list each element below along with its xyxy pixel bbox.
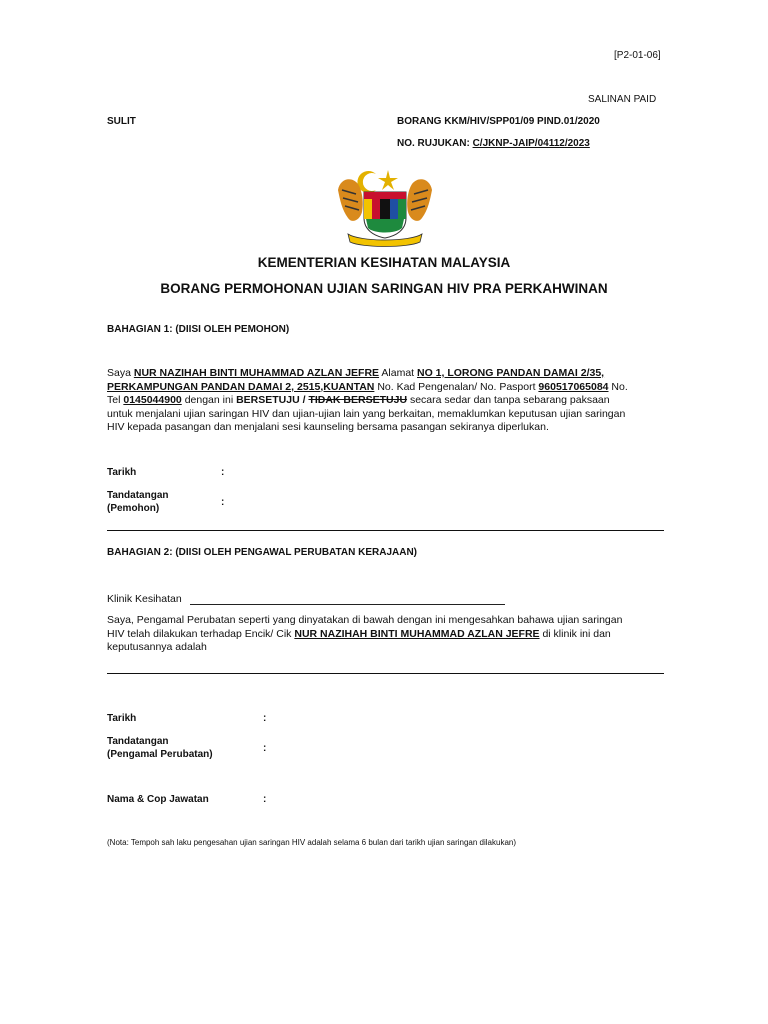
footnote: (Nota: Tempoh sah laku pengesahan ujian saringan HIV adalah selama 6 bulan dari tarikh ujian saringan dilakukan) (107, 838, 516, 847)
section2-heading: BAHAGIAN 2: (DIISI OLEH PENGAWAL PERUBATAN KERAJAAN) (107, 547, 418, 558)
confirm-line2-b: di klinik ini dan (542, 627, 611, 640)
reference-value: C/JKNP-JAIP/04112/2023 (472, 138, 590, 149)
copy-status: SALINAN PAID (588, 94, 657, 105)
doctor-signature-line1: Tandatangan (107, 736, 169, 747)
saya-text: Saya (107, 367, 131, 379)
result-line (107, 673, 664, 674)
applicant-date-colon: : (221, 467, 225, 478)
section1-heading: BAHAGIAN 1: (DIISI OLEH PEMOHON) (107, 324, 290, 335)
doctor-date-colon: : (263, 713, 267, 724)
section2-confirm-paragraph (107, 614, 662, 655)
consent-line2: untuk menjalani ujian saringan HIV dan ujian-ujian lain yang berkaitan, memaklumkan keputusan ujian saringan (107, 407, 626, 420)
name-stamp-label: Nama & Cop Jawatan (107, 794, 209, 805)
clinic-blank-line (190, 604, 505, 605)
tel-label-b: Tel (107, 394, 121, 406)
confirm-line3: keputusannya adalah (107, 641, 207, 653)
patient-name: NUR NAZIHAH BINTI MUHAMMAD AZLAN JEFRE (294, 627, 540, 640)
applicant-date-label: Tarikh (107, 467, 137, 478)
malaysia-coat-of-arms-icon (330, 160, 440, 250)
applicant-signature-label (107, 490, 168, 514)
form-title: BORANG PERMOHONAN UJIAN SARINGAN HIV PRA PERKAHWINAN (160, 281, 608, 296)
applicant-signature-colon: : (221, 497, 225, 508)
address-label: Alamat (381, 367, 415, 379)
phone-number: 0145044900 (123, 394, 182, 406)
doctor-signature-line2: (Pengamal Perubatan) (107, 749, 213, 760)
ic-label: No. Kad Pengenalan/ No. Pasport (377, 380, 536, 393)
confirm-line2-a: HIV telah dilakukan terhadap Encik/ Cik (107, 627, 292, 640)
dengan-ini-text: dengan ini (184, 394, 234, 406)
name-stamp-colon: : (263, 794, 267, 805)
ic-number: 960517065084 (538, 380, 609, 393)
consent-line3: HIV kepada pasangan dan menjalani sesi kaunseling bersama pasangan sekiranya diperlukan. (107, 421, 549, 433)
disagree-option: TIDAK BERSETUJU (308, 394, 408, 406)
address-line1: NO 1, LORONG PANDAN DAMAI 2/35, (417, 367, 605, 379)
reference-number (397, 138, 590, 149)
reference-label: NO. RUJUKAN: (397, 138, 470, 149)
confirm-line1: Saya, Pengamal Perubatan seperti yang dinyatakan di bawah dengan ini mengesahkan bahawa ujian saringan (107, 614, 623, 626)
doctor-date-label: Tarikh (107, 713, 137, 724)
doctor-signature-label (107, 736, 213, 760)
signature-label-line1: Tandatangan (107, 490, 169, 501)
section-divider (107, 530, 664, 531)
form-code: [P2-01-06] (614, 50, 661, 61)
ministry-title: KEMENTERIAN KESIHATAN MALAYSIA (257, 255, 511, 270)
signature-label-line2: (Pemohon) (107, 503, 160, 514)
address-line2: PERKAMPUNGAN PANDAN DAMAI 2, 2515,KUANTAN (107, 380, 375, 393)
form-number: BORANG KKM/HIV/SPP01/09 PIND.01/2020 (397, 116, 600, 127)
classification-label: SULIT (107, 116, 136, 127)
clinic-field (107, 593, 182, 605)
agree-option: BERSETUJU / (236, 394, 306, 406)
applicant-name: NUR NAZIHAH BINTI MUHAMMAD AZLAN JEFRE (133, 367, 380, 379)
tel-label-a: No. (611, 380, 628, 393)
section1-consent-paragraph (107, 367, 662, 435)
clinic-label: Klinik Kesihatan (107, 593, 182, 605)
doctor-signature-colon: : (263, 743, 267, 754)
consent-tail: secara sedar dan tanpa sebarang paksaan (409, 394, 610, 406)
